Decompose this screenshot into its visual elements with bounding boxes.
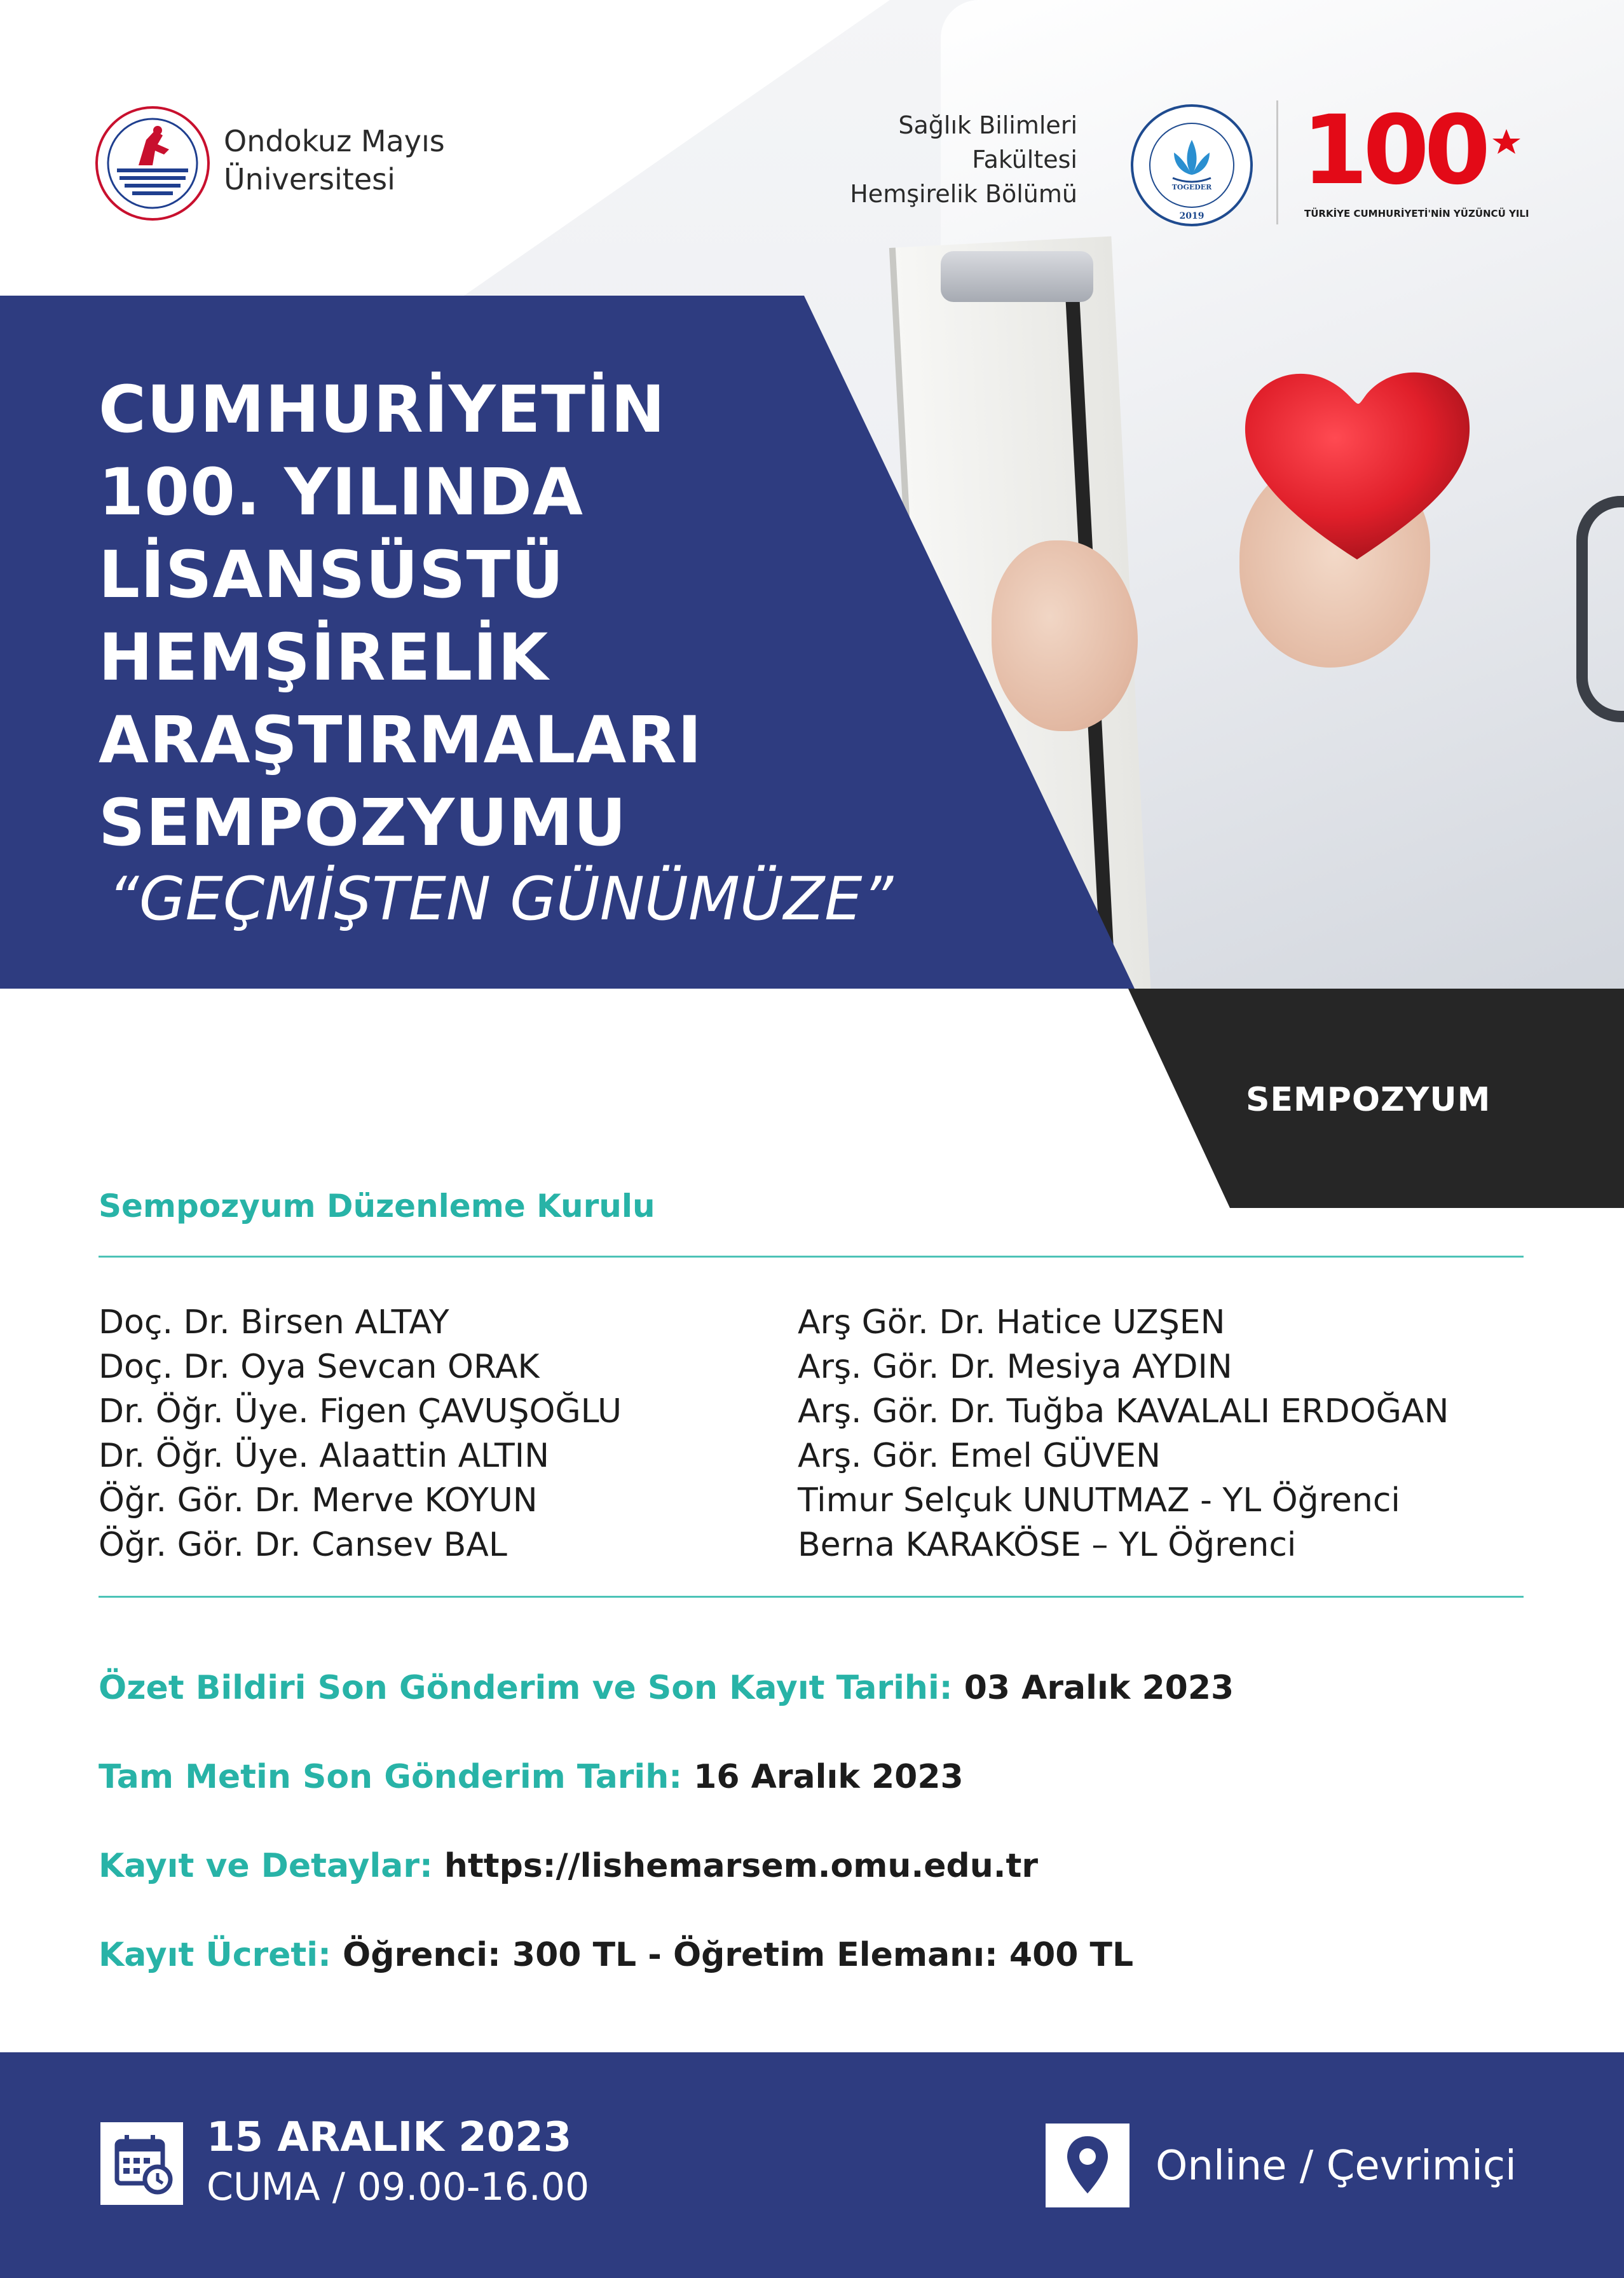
committee-member: Arş. Gör. Emel GÜVEN xyxy=(798,1437,1161,1475)
committee-heading: Sempozyum Düzenleme Kurulu xyxy=(99,1188,655,1225)
calendar-icon-box xyxy=(100,2122,183,2205)
abstract-deadline-value: 03 Aralık 2023 xyxy=(964,1669,1234,1707)
registration-link[interactable]: https://lishemarsem.omu.edu.tr xyxy=(444,1847,1038,1885)
calendar-clock-icon xyxy=(100,2122,183,2205)
divider xyxy=(99,1256,1524,1258)
logo-divider xyxy=(1276,100,1278,224)
committee-member: Dr. Öğr. Üye. Figen ÇAVUŞOĞLU xyxy=(99,1392,622,1431)
university-name-line1: Ondokuz Mayıs xyxy=(224,124,445,158)
faculty-line1: Sağlık Bilimleri xyxy=(898,111,1077,139)
centennial-100-logo xyxy=(1302,100,1537,228)
committee-member: Dr. Öğr. Üye. Alaattin ALTIN xyxy=(99,1437,550,1475)
centennial-number: 100 xyxy=(1302,100,1486,206)
committee-member: Arş. Gör. Dr. Tuğba KAVALALI ERDOĞAN xyxy=(798,1392,1449,1431)
registration-details xyxy=(99,1847,1038,1885)
abstract-deadline xyxy=(99,1669,1234,1707)
event-location: Online / Çevrimiçi xyxy=(1156,2143,1517,2190)
title-line: 100. YILINDA xyxy=(99,455,583,530)
title-line: CUMHURİYETİN xyxy=(99,372,666,448)
registration-label: Kayıt ve Detaylar: xyxy=(99,1847,433,1885)
togeder-year-text: 2019 xyxy=(1179,211,1204,221)
event-type-label: SEMPOZYUM xyxy=(1246,1081,1491,1119)
committee-member: Timur Selçuk UNUTMAZ - YL Öğrenci xyxy=(798,1481,1400,1520)
omu-university-logo xyxy=(94,105,212,223)
fulltext-deadline-label: Tam Metin Son Gönderim Tarih: xyxy=(99,1758,683,1796)
symposium-title xyxy=(99,369,925,865)
registration-fee xyxy=(99,1936,1133,1974)
registration-fee-label: Kayıt Ücreti: xyxy=(99,1936,331,1974)
star-icon xyxy=(1492,129,1520,154)
fulltext-deadline xyxy=(99,1758,964,1796)
event-date: 15 ARALIK 2023 xyxy=(207,2114,572,2161)
committee-list-right xyxy=(798,1300,1449,1567)
title-line: ARAŞTIRMALARI xyxy=(99,703,702,778)
fulltext-deadline-value: 16 Aralık 2023 xyxy=(693,1758,964,1796)
committee-member: Arş. Gör. Dr. Mesiya AYDIN xyxy=(798,1348,1232,1386)
university-name xyxy=(224,122,491,198)
faculty-line2: Fakültesi xyxy=(972,146,1077,174)
committee-member: Berna KARAKÖSE – YL Öğrenci xyxy=(798,1526,1297,1564)
title-line: HEMŞİRELİK xyxy=(99,620,549,696)
university-name-line2: Üniversitesi xyxy=(224,162,395,196)
stethoscope-image xyxy=(1576,496,1624,722)
registration-fee-value: Öğrenci: 300 TL - Öğretim Elemanı: 400 TL xyxy=(343,1936,1134,1974)
clipboard-clip-image xyxy=(941,251,1093,302)
divider xyxy=(99,1596,1524,1598)
committee-member: Doç. Dr. Oya Sevcan ORAK xyxy=(99,1348,540,1386)
committee-member: Arş Gör. Dr. Hatice UZŞEN xyxy=(798,1303,1225,1341)
faculty-name xyxy=(750,108,1077,211)
title-line: LİSANSÜSTÜ xyxy=(99,537,564,613)
committee-member: Öğr. Gör. Dr. Merve KOYUN xyxy=(99,1481,538,1520)
committee-member: Öğr. Gör. Dr. Cansev BAL xyxy=(99,1526,507,1564)
event-time: CUMA / 09.00-16.00 xyxy=(207,2165,590,2209)
knitted-heart-icon xyxy=(1239,356,1475,566)
committee-list-left xyxy=(99,1300,622,1567)
map-pin-icon xyxy=(1046,2124,1129,2207)
title-line: SEMPOZYUMU xyxy=(99,785,627,861)
togeder-association-logo xyxy=(1128,102,1255,229)
location-icon-box xyxy=(1046,2124,1129,2207)
togeder-abbr-text: TOGEDER xyxy=(1171,183,1212,191)
abstract-deadline-label: Özet Bildiri Son Gönderim ve Son Kayıt Tarihi: xyxy=(99,1669,953,1707)
committee-member: Doç. Dr. Birsen ALTAY xyxy=(99,1303,449,1341)
symposium-subtitle: “GEÇMİŞTEN GÜNÜMÜZE” xyxy=(108,865,894,934)
faculty-line3: Hemşirelik Bölümü xyxy=(850,180,1077,208)
centennial-caption: TÜRKİYE CUMHURİYETİ'NİN YÜZÜNCÜ YILI xyxy=(1304,208,1529,219)
